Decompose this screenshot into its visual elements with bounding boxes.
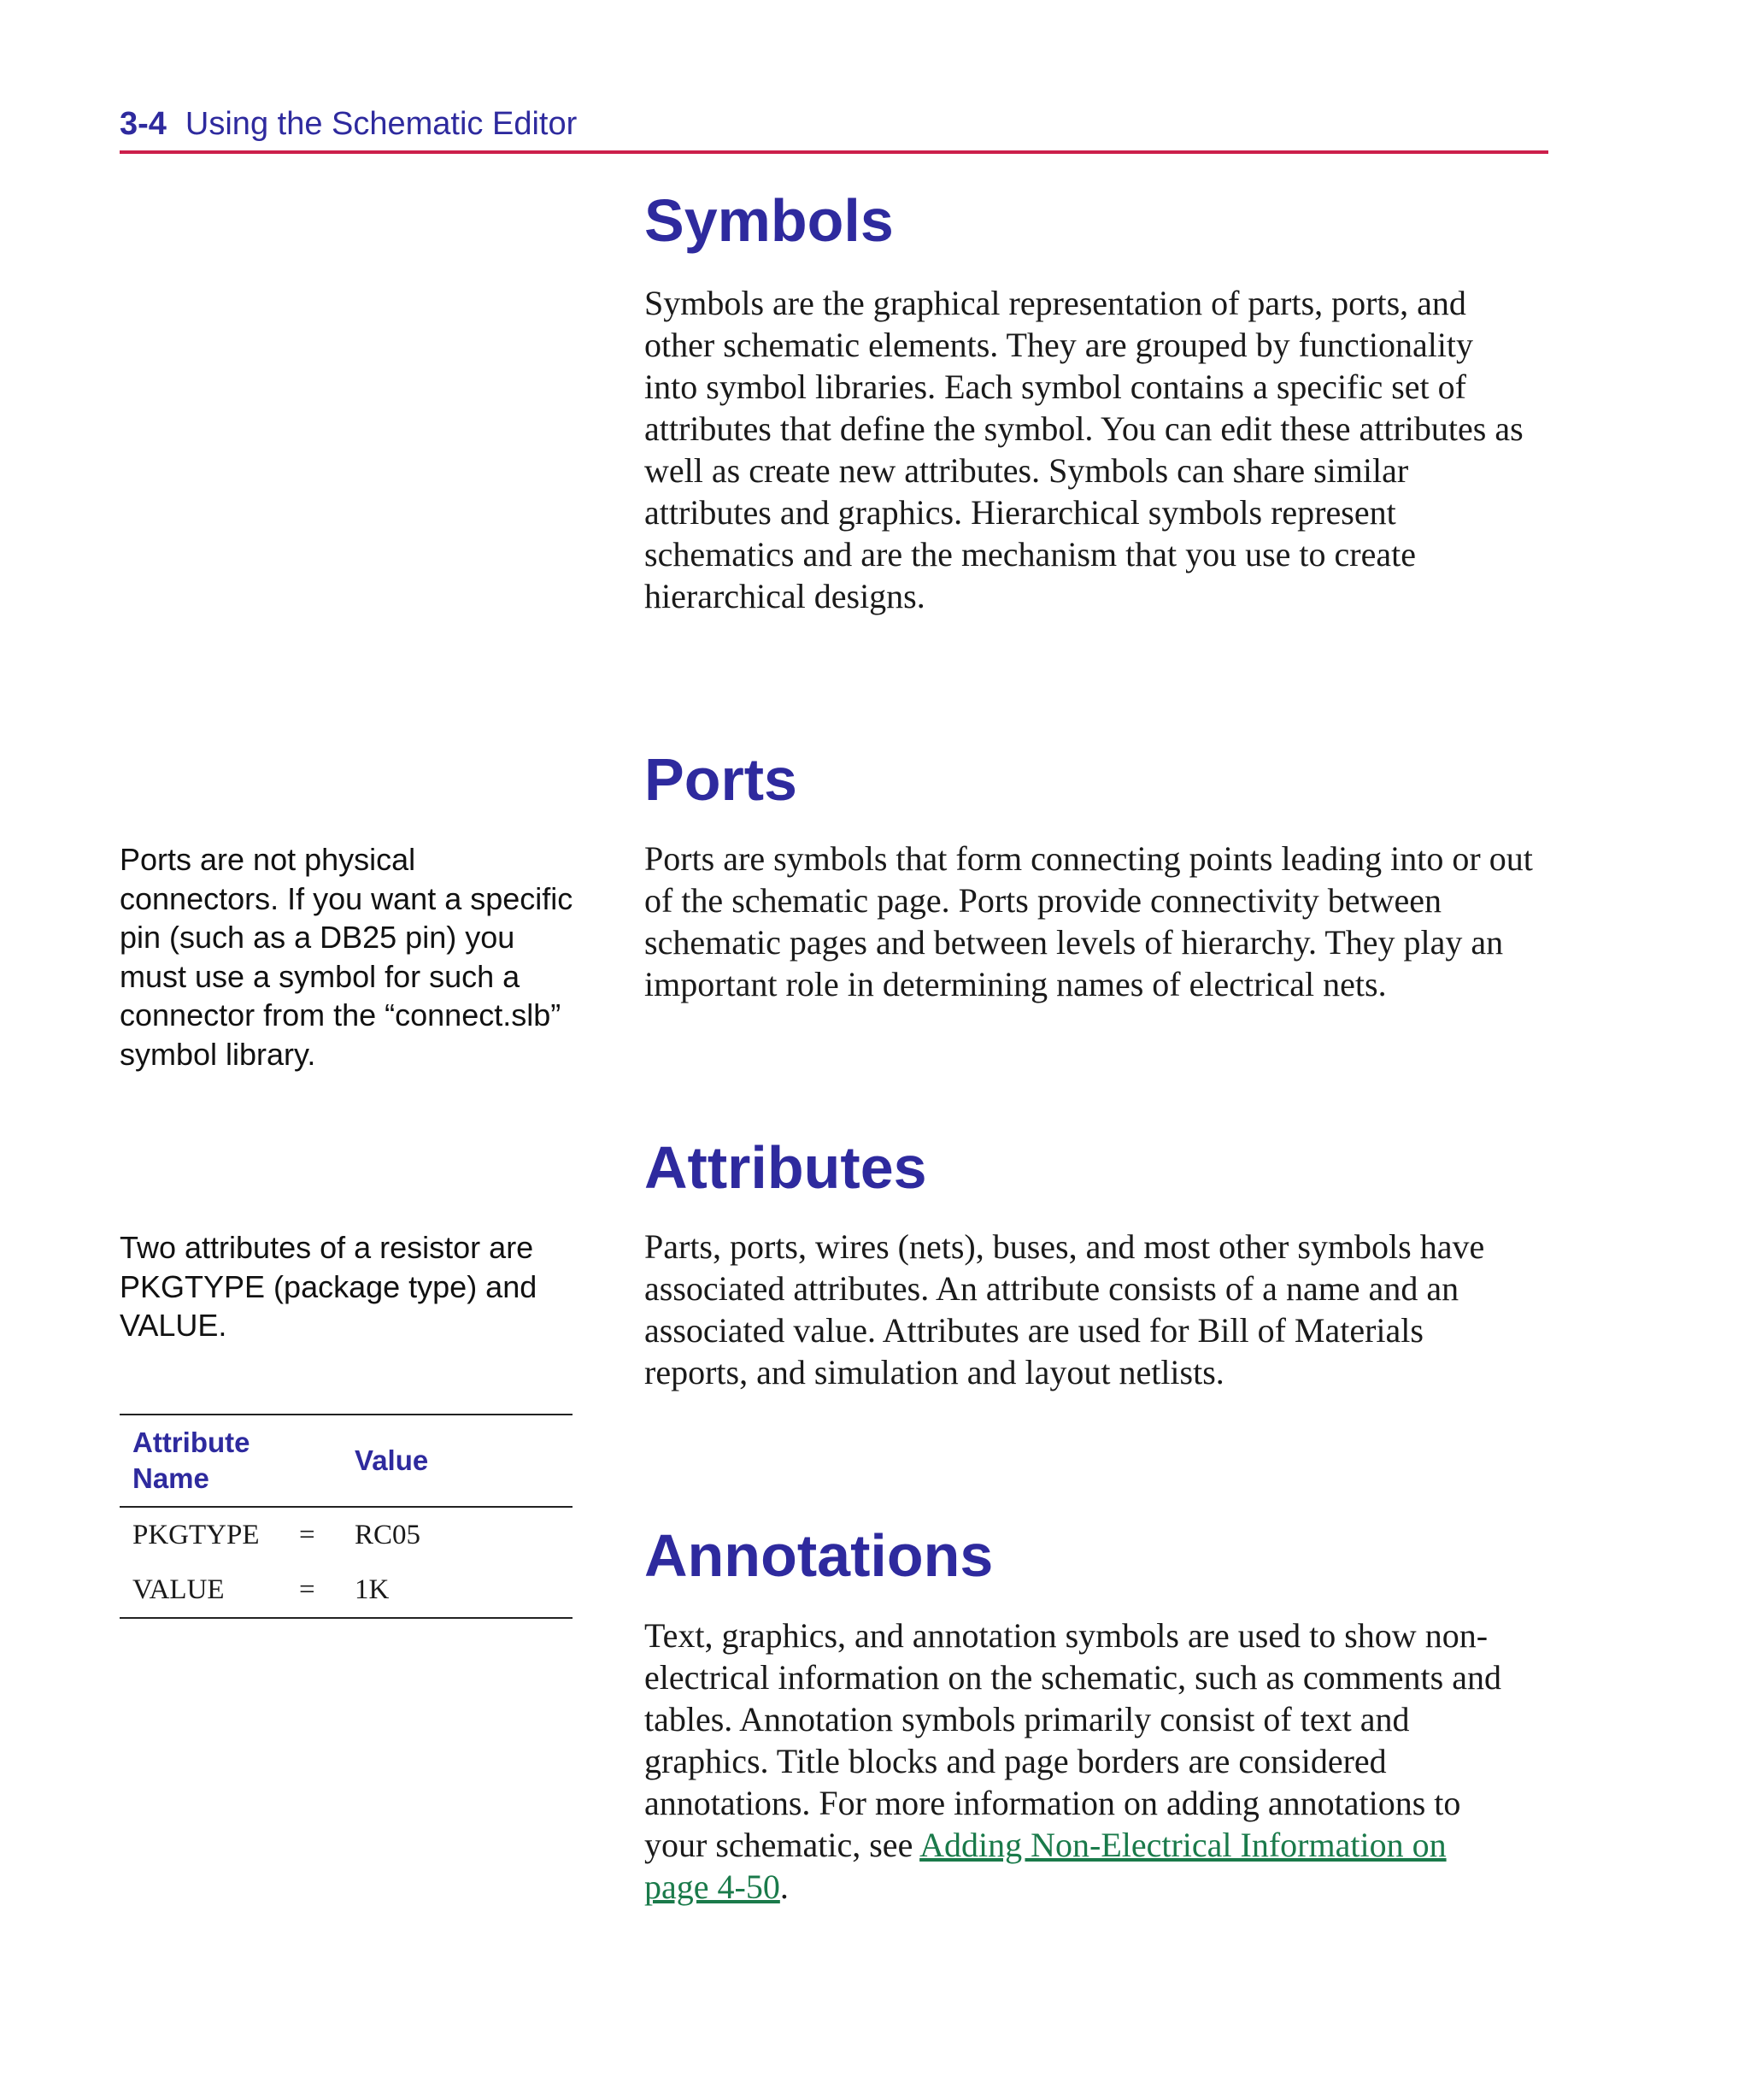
text-line: symbol library. <box>120 1036 316 1072</box>
text-line: electrical information on the schematic, such as comments and <box>644 1658 1501 1697</box>
cell-name: VALUE <box>132 1574 225 1605</box>
text-line: Text, graphics, and annotation symbols are used to show non- <box>644 1616 1489 1655</box>
side-note-attributes <box>120 1228 598 1345</box>
chapter-title: Using the Schematic Editor <box>185 106 578 142</box>
text-line: Parts, ports, wires (nets), buses, and most other symbols have <box>644 1227 1485 1266</box>
heading-annotations: Annotations <box>644 1522 994 1589</box>
header-text: Attribute <box>132 1426 250 1458</box>
cell-equals: = <box>299 1574 315 1605</box>
cross-reference-link[interactable]: Adding Non-Electrical Information on <box>919 1826 1447 1864</box>
text-line: connectors. If you want a specific <box>120 880 573 916</box>
header-text: Name <box>132 1462 209 1494</box>
text-line: into symbol libraries. Each symbol contains a specific set of <box>644 368 1466 406</box>
text-line: reports, and simulation and layout netlists. <box>644 1353 1224 1391</box>
text-line: important role in determining names of electrical nets. <box>644 965 1387 1003</box>
text-line: associated value. Attributes are used for Bill of Materials <box>644 1311 1424 1350</box>
text-line: schematics and are the mechanism that you use to create <box>644 535 1416 574</box>
heading-ports: Ports <box>644 746 797 813</box>
paragraph-ports <box>644 838 1559 1005</box>
text-line: hierarchical designs. <box>644 577 925 615</box>
cell-name: PKGTYPE <box>132 1519 260 1550</box>
text-line: well as create new attributes. Symbols can share similar <box>644 451 1409 490</box>
table-row <box>120 1562 573 1617</box>
text-line: pin (such as a DB25 pin) you <box>120 920 515 955</box>
side-note-ports <box>120 840 598 1074</box>
text-line: graphics. Title blocks and page borders are considered <box>644 1742 1387 1780</box>
text-line: other schematic elements. They are grouped by functionality <box>644 326 1474 364</box>
text-line: PKGTYPE (package type) and <box>120 1268 537 1304</box>
text-line: connector from the “connect.slb” <box>120 997 561 1032</box>
paragraph-symbols <box>644 282 1559 617</box>
header-attribute-name <box>120 1425 355 1497</box>
text-line: Ports are symbols that form connecting points leading into or out <box>644 839 1533 878</box>
paragraph-annotations <box>644 1615 1559 1908</box>
text-line: attributes and graphics. Hierarchical symbols represent <box>644 493 1396 532</box>
text-line: Two attributes of a resistor are <box>120 1230 534 1265</box>
text-line: of the schematic page. Ports provide connectivity between <box>644 881 1442 920</box>
page-number: 3-4 <box>120 106 167 142</box>
text-line: Ports are not physical <box>120 842 416 877</box>
text-line: associated attributes. An attribute consists of a name and an <box>644 1269 1459 1308</box>
heading-attributes: Attributes <box>644 1134 927 1201</box>
header-value: Value <box>355 1444 429 1476</box>
text-span: your schematic, see <box>644 1826 920 1864</box>
text-line: tables. Annotation symbols primarily consist of text and <box>644 1700 1410 1738</box>
text-line: Symbols are the graphical representation of parts, ports, and <box>644 284 1466 322</box>
text-line: annotations. For more information on adding annotations to <box>644 1784 1461 1822</box>
text-line: VALUE. <box>120 1308 227 1343</box>
running-header <box>120 106 1548 154</box>
text-line: attributes that define the symbol. You can edit these attributes as <box>644 409 1524 448</box>
text-line: schematic pages and between levels of hierarchy. They play an <box>644 923 1504 962</box>
attribute-table <box>120 1414 573 1619</box>
text-line <box>644 1824 1559 1866</box>
text-line: must use a symbol for such a <box>120 958 520 994</box>
text-span: . <box>779 1868 789 1906</box>
cell-value: 1K <box>355 1574 390 1605</box>
cell-value: RC05 <box>355 1519 421 1550</box>
text-line <box>644 1866 1559 1908</box>
cross-reference-link-page[interactable]: page 4-50 <box>644 1868 780 1906</box>
table-row <box>120 1508 573 1562</box>
heading-symbols: Symbols <box>644 187 894 254</box>
cell-equals: = <box>299 1519 315 1550</box>
table-header <box>120 1415 573 1508</box>
paragraph-attributes <box>644 1226 1559 1393</box>
